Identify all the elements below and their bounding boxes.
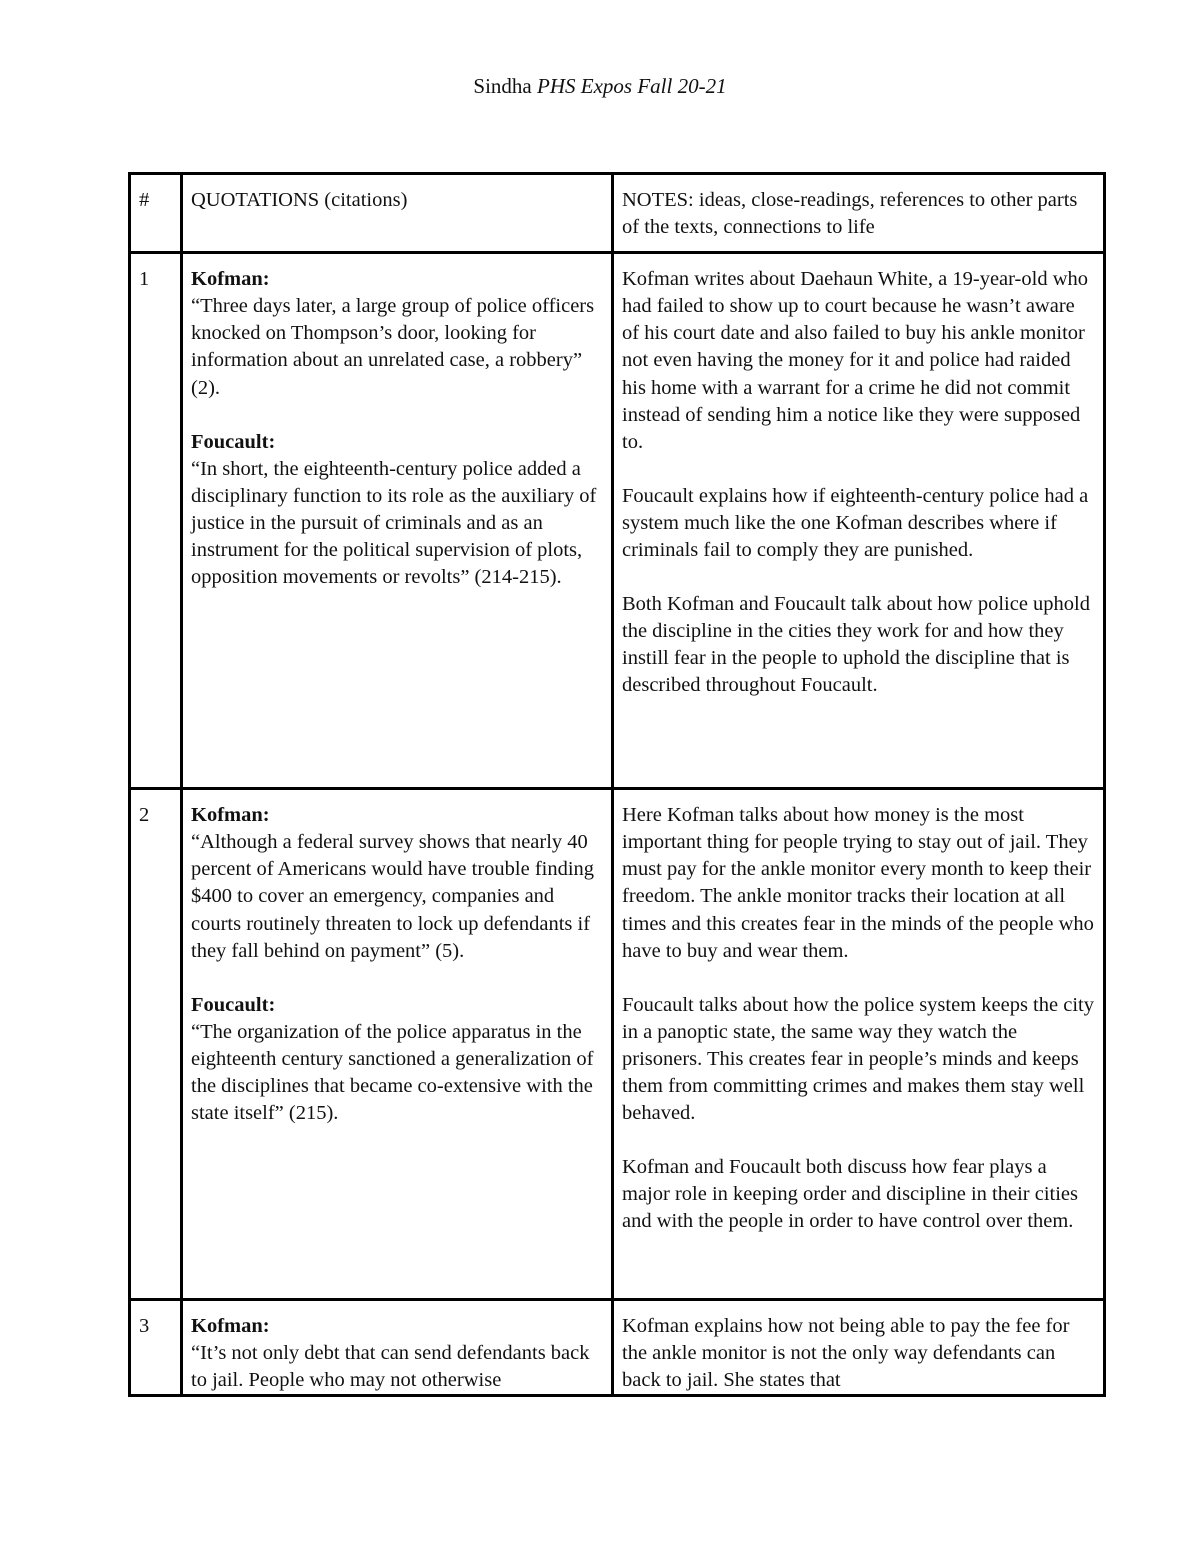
quote-text: “In short, the eighteenth-century police added a disciplinary function to its role as the auxiliary of justice in the pursuit of criminals and as an instrument for the political supervision of plots, opposition movements or revolts” (214-215). xyxy=(191,457,597,589)
header-number: # xyxy=(130,174,182,253)
row-number: 3 xyxy=(130,1300,182,1396)
row-number: 2 xyxy=(130,789,182,1300)
header-course: PHS Expos Fall 20-21 xyxy=(537,74,727,98)
quotations-cell xyxy=(182,789,613,1300)
header-notes: NOTES: ideas, close-readings, references to other parts of the texts, connections to life xyxy=(613,174,1105,253)
header-quotations: QUOTATIONS (citations) xyxy=(182,174,613,253)
note-paragraph: Kofman writes about Daehaun White, a 19-year-old who had failed to show up to court because he wasn’t aware of his court date and also failed to buy his ankle monitor not even having the money for it and police had raided his home with a warrant for a crime he did not commit instead of sending him a notice like they were supposed to. xyxy=(622,268,1089,453)
table-row xyxy=(130,1300,1105,1396)
quote-author: Kofman: xyxy=(191,804,270,827)
quote-author: Foucault: xyxy=(191,993,276,1016)
quote-text: “Three days later, a large group of police officers knocked on Thompson’s door, looking for information about an unrelated case, a robbery” (2). xyxy=(191,295,595,399)
note-paragraph: Foucault explains how if eighteenth-century police had a system much like the one Kofman describes where if criminals fail to comply they are punished. xyxy=(622,484,1089,562)
note-paragraph: Kofman explains how not being able to pay the fee for the ankle monitor is not the only way defendants can back to jail. She states that xyxy=(622,1315,1070,1392)
note-paragraph: Foucault talks about how the police system keeps the city in a panoptic state, the same way they watch the prisoners. This creates fear in people’s minds and keeps them from committing crimes and makes them stay well behaved. xyxy=(622,993,1094,1125)
notes-cell xyxy=(613,1300,1105,1396)
quote-text: “It’s not only debt that can send defendants back to jail. People who may not otherwise xyxy=(191,1342,590,1392)
quote-author: Foucault: xyxy=(191,430,276,453)
page-header xyxy=(0,72,1200,100)
note-paragraph: Both Kofman and Foucault talk about how police uphold the discipline in the cities they work for and how they instill fear in the people to uphold the discipline that is described throughout Foucault. xyxy=(622,593,1091,697)
header-author: Sindha xyxy=(473,74,532,98)
quotations-cell xyxy=(182,253,613,789)
table-row xyxy=(130,789,1105,1300)
quote-text: “Although a federal survey shows that nearly 40 percent of Americans would have trouble finding $400 to cover an emergency, companies and courts routinely threaten to lock up defendants if they fall behind on payment” (5). xyxy=(191,831,595,962)
table-row xyxy=(130,253,1105,789)
quote-author: Kofman: xyxy=(191,1315,270,1338)
notes-table xyxy=(128,172,1106,1397)
quotations-cell xyxy=(182,1300,613,1396)
notes-cell xyxy=(613,789,1105,1300)
note-paragraph: Here Kofman talks about how money is the most important thing for people trying to stay out of jail. They must pay for the ankle monitor every month to keep their freedom. The ankle monitor tracks their location at all times and this creates fear in the minds of the people who have to buy and wear them. xyxy=(622,804,1094,962)
notes-cell xyxy=(613,253,1105,789)
row-number: 1 xyxy=(130,253,182,789)
quote-author: Kofman: xyxy=(191,268,270,291)
table-header-row xyxy=(130,174,1105,253)
quote-text: “The organization of the police apparatus in the eighteenth century sanctioned a generalization of the disciplines that became co-extensive with the state itself” (215). xyxy=(191,1020,594,1125)
note-paragraph: Kofman and Foucault both discuss how fear plays a major role in keeping order and discipline in their cities and with the people in order to have control over them. xyxy=(622,1156,1078,1233)
